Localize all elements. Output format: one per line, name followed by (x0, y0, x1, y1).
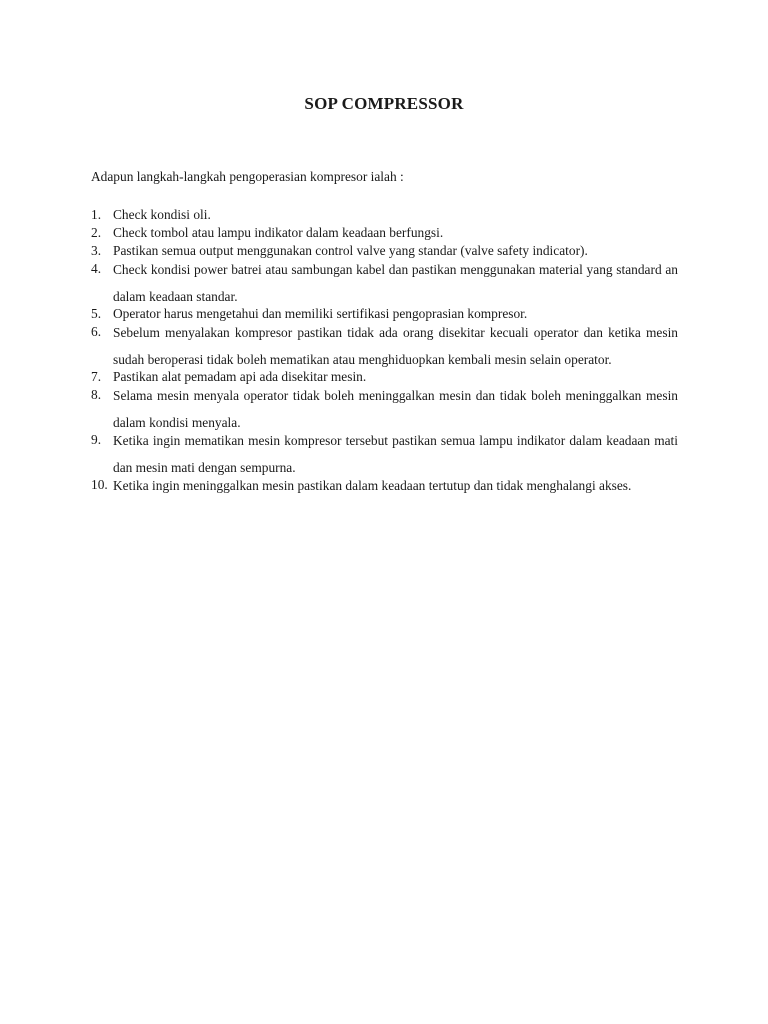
list-item (91, 386, 678, 431)
step-text: Check tombol atau lampu indikator dalam keadaan berfungsi. (113, 225, 444, 240)
step-number: 1. (91, 207, 102, 222)
step-text: Operator harus mengetahui dan memiliki sertifikasi pengoprasian kompresor. (113, 306, 528, 321)
steps-list (91, 206, 678, 494)
step-number: 4. (91, 261, 102, 276)
step-number: 9. (91, 432, 102, 447)
step-number: 8. (91, 387, 102, 402)
step-number: 2. (91, 225, 102, 240)
step-text: Check kondisi oli. (113, 207, 211, 222)
step-number: 6. (91, 324, 102, 339)
step-text: Ketika ingin mematikan mesin kompresor tersebut pastikan semua lampu indikator dalam keadaan mati dan mesin mati dengan sempurna. (113, 433, 678, 475)
step-text: Sebelum menyalakan kompresor pastikan tidak ada orang disekitar kecuali operator dan ketika mesin sudah beroperasi tidak boleh mematikan atau menghiduopkan kembali mesin selain operator. (113, 325, 678, 367)
step-text: Check kondisi power batrei atau sambungan kabel dan pastikan menggunakan material yang standard an dalam keadaan standar. (113, 262, 678, 304)
step-number: 7. (91, 369, 102, 384)
step-number: 3. (91, 243, 102, 258)
list-item (91, 323, 678, 368)
step-number: 5. (91, 306, 102, 321)
list-item (91, 260, 678, 305)
document-title: SOP COMPRESSOR (304, 94, 464, 113)
list-item (91, 224, 678, 242)
list-item (91, 206, 678, 224)
step-text: Ketika ingin meninggalkan mesin pastikan dalam keadaan tertutup dan tidak menghalangi akses. (113, 478, 632, 493)
list-item (91, 431, 678, 476)
step-number: 10. (91, 477, 108, 492)
step-text: Pastikan semua output menggunakan control valve yang standar (valve safety indicator). (113, 243, 588, 258)
intro-text: Adapun langkah-langkah pengoperasian kompresor ialah : (91, 169, 404, 184)
step-text: Pastikan alat pemadam api ada disekitar mesin. (113, 369, 367, 384)
list-item (91, 476, 678, 494)
step-text: Selama mesin menyala operator tidak boleh meninggalkan mesin dan tidak boleh meninggalkan mesin dalam kondisi menyala. (113, 388, 678, 430)
